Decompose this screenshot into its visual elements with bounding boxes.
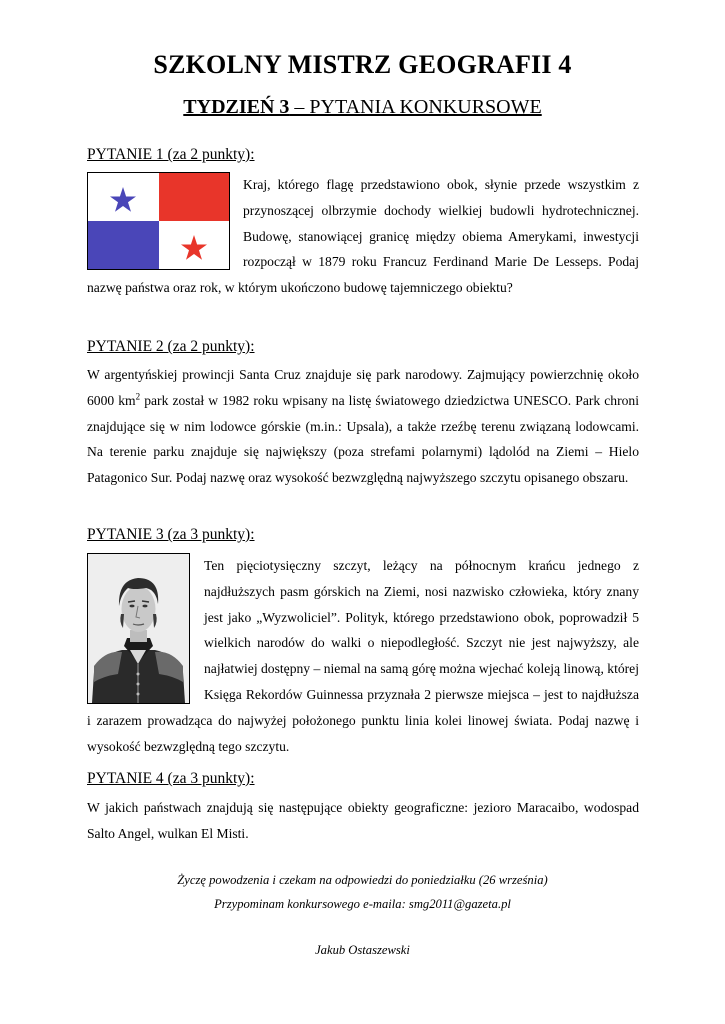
document-subtitle [0, 96, 725, 119]
question-4-heading: PYTANIE 4 (za 3 punkty): [87, 770, 255, 787]
question-2-text [87, 362, 639, 491]
subtitle-rest: – PYTANIA KONKURSOWE [289, 96, 542, 118]
question-3-heading: PYTANIE 3 (za 3 punkty): [87, 526, 255, 543]
question-2-heading: PYTANIE 2 (za 2 punkty): [87, 338, 255, 355]
question-1-text: Kraj, którego flagę przedstawiono obok, słynie przede wszystkim z przynoszącej olbrzymie dochody wielkiej budowli hydrotechnicznej. Budowę, stanowiącej granicę między obiema Amerykami, inwestycji rozpoczął w 1879 roku Francuz Ferdinand Marie De Lesseps. Podaj nazwę państwa oraz rok, w którym ukończono budowę tajemniczego obiektu? [87, 177, 639, 296]
question-1-block [87, 172, 639, 301]
question-2-block [87, 362, 639, 491]
footer-wishes: Życzę powodzenia i czekam na odpowiedzi do poniedziałku (26 września) [177, 873, 548, 887]
question-3-text: Ten pięciotysięczny szczyt, leżący na północnym krańcu jednego z najdłuższych pasm górskich na Ziemi, nosi nazwisko człowieka, który znany jest jako „Wyzwoliciel”. Polityk, którego przedstawiono obok, poprowadził 5 wielkich narodów do walki o niepodległość. Szczyt nie jest najwyższy, ale najłatwiej dostępny – niemal na samą górę można wjechać koleją linową, której Księga Rekordów Guinnessa przyznała 2 pierwsze miejsca – jest to najdłuższa i zarazem prowadząca do najwyżej położonego punktu linia kolei linowej świata. Podaj nazwę i wysokość bezwzględną tego szczytu. [87, 558, 639, 754]
portrait-figure-icon [88, 554, 189, 703]
flag-stars-icon [88, 173, 229, 269]
document-title: SZKOLNY MISTRZ GEOGRAFII 4 [153, 50, 572, 79]
footer-email-reminder: Przypominam konkursowego e-maila: smg2011@gazeta.pl [214, 897, 511, 911]
question-2-text-a: W argentyńskiej prowincji Santa Cruz znajduje się park narodowy. Zajmujący powierzchnię około 6000 km [87, 367, 639, 408]
subtitle-week: TYDZIEŃ 3 [183, 96, 290, 118]
question-2-superscript: 2 [135, 391, 141, 402]
question-3-block [87, 553, 639, 759]
question-4-text: W jakich państwach znajdują się następujące obiekty geograficzne: jezioro Maracaibo, wodospad Salto Angel, wulkan El Misti. [87, 800, 639, 841]
bolivar-portrait-image [87, 553, 190, 704]
footer-author: Jakub Ostaszewski [315, 943, 410, 957]
question-2-text-b: park został w 1982 roku wpisany na listę światowego dziedzictwa UNESCO. Park chroni znajdujące się w nim lodowce górskie (m.in.: Upsala), a także rzeźbę terenu związaną lodowcami. Na terenie parku znajduje się największy (poza strefami polarnymi) lądolód na Ziemi – Hielo Patagonico Sur. Podaj nazwę oraz wysokość bezwzględną najwyższego szczytu opisanego obszaru. [87, 392, 639, 486]
question-4-block [87, 795, 639, 847]
panama-flag-image [87, 172, 230, 270]
question-1-heading: PYTANIE 1 (za 2 punkty): [87, 146, 255, 163]
